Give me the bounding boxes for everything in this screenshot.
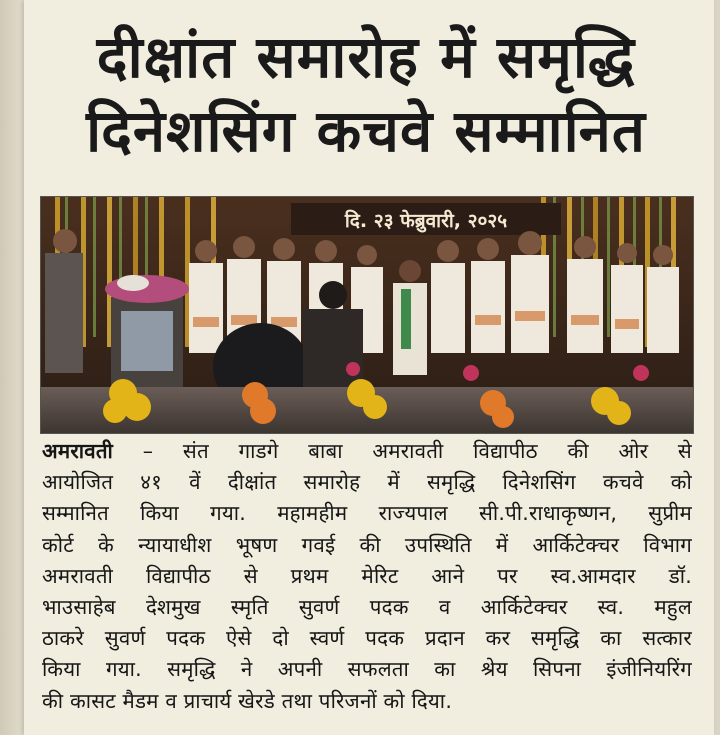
headline-line-2: दिनेशसिंग कचवे सम्मानित [86,97,646,165]
article-line-1 [42,436,692,467]
page-edge [0,0,24,735]
headline-line-1: दीक्षांत समारोह में समृद्धि [96,23,636,91]
article-line-5: अमरावती विद्यापीठ से प्रथम मेरिट आने पर स्व.आमदार डॉ. [42,563,692,588]
article-line-3: सम्मानित किया गया. महामहीम राज्यपाल सी.पी.राधाकृष्णन, सुप्रीम [42,501,692,526]
event-photo [40,196,694,434]
article-line-4: कोर्ट के न्यायाधीश भूषण गवई की उपस्थिति में आर्किटेक्चर विभाग [42,532,692,557]
article-body [42,436,692,717]
article-line-9: की कासट मैडम व प्राचार्य खेरडे तथा परिजनों को दिया. [42,688,453,713]
headline [36,20,696,168]
article-line-6: भाउसाहेब देशमुख स्मृति सुवर्ण पदक व आर्किटेक्चर स्व. महुल [42,594,692,619]
dateline: अमरावती [42,439,114,463]
article-line-7: ठाकरे सुवर्ण पदक ऐसे दो स्वर्ण पदक प्रदान कर समृद्धि का सत्कार [42,626,692,651]
article-line-8: किया गया. समृद्धि ने अपनी सफलता का श्रेय सिपना इंजीनियरिंग [42,657,692,682]
article-line-1-text: संत गाडगे बाबा अमरावती विद्यापीठ की ओर से [182,439,692,463]
dateline-separator: – [113,439,183,463]
article-line-2: आयोजित ४१ वें दीक्षांत समारोह में समृद्धि दिनेशसिंग कचवे को [42,470,692,495]
stage-banner-text: दि. २३ फेब्रुवारी, २०२५ [344,210,508,232]
photo-icon [41,197,693,433]
